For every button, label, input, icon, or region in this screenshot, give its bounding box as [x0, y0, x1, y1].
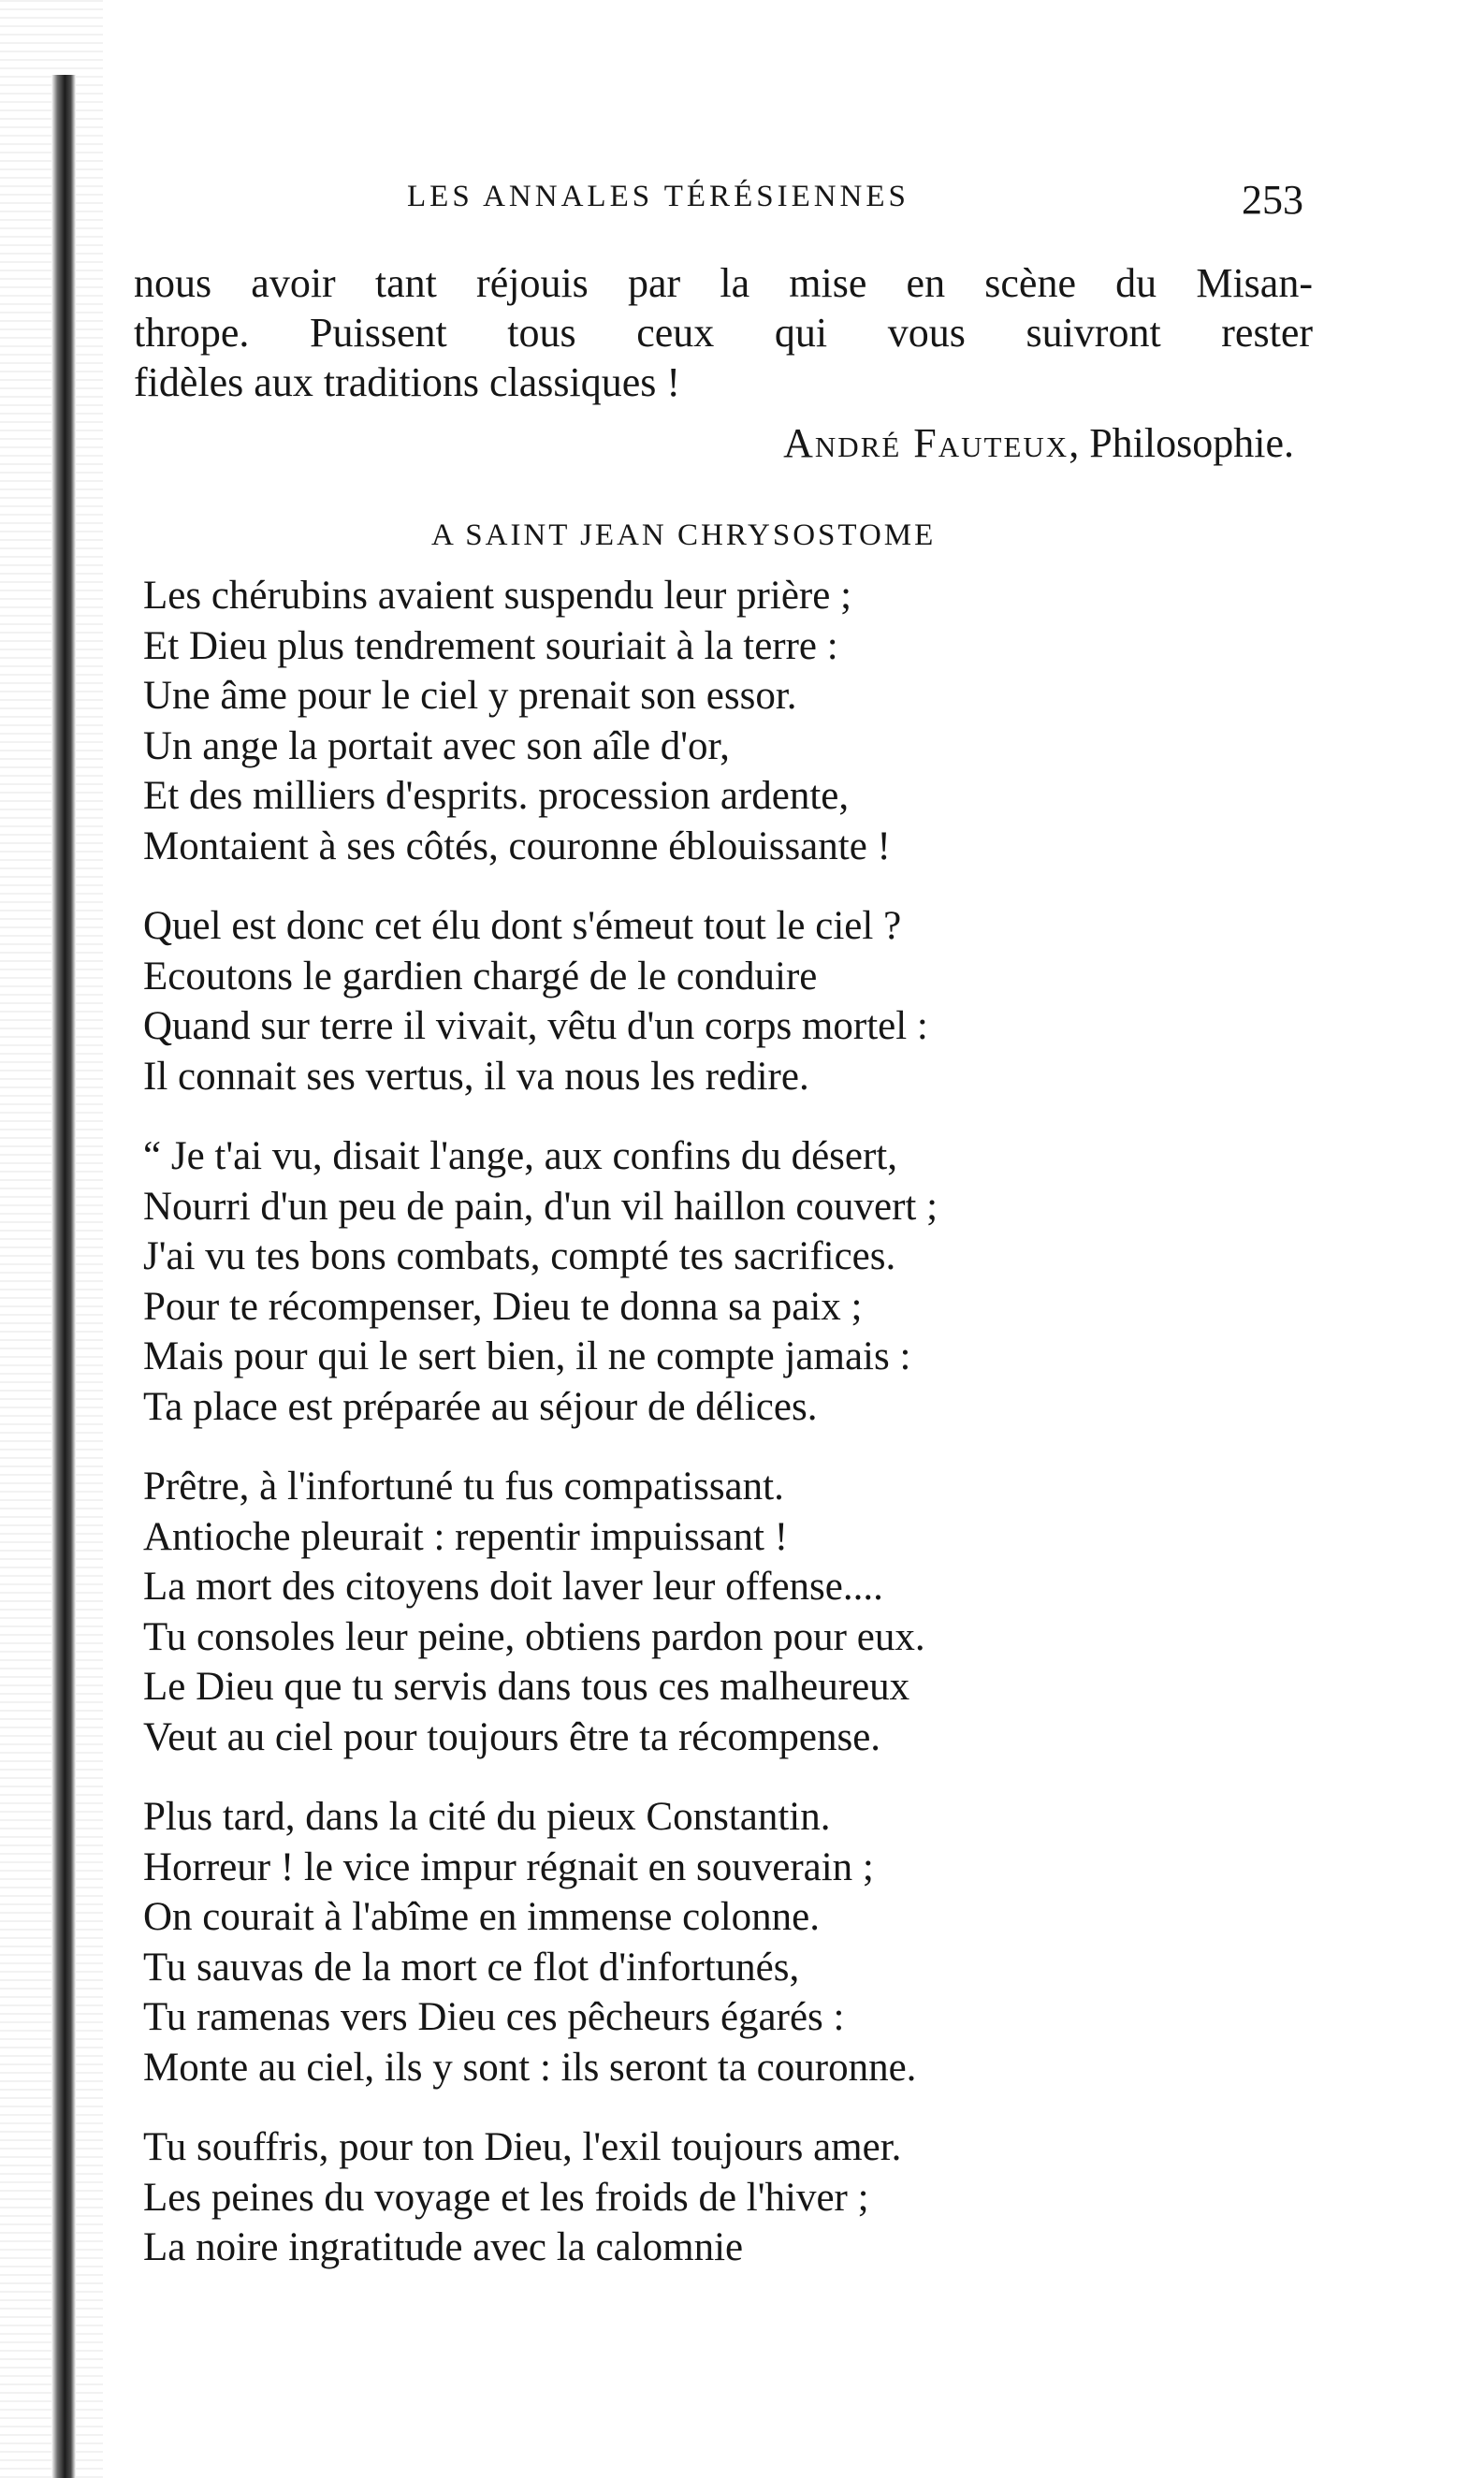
verse-line: Nourri d'un peu de pain, d'un vil haillon couvert ; [143, 1184, 938, 1229]
verse-line: Horreur ! le vice impur régnait en souverain ; [143, 1844, 874, 1889]
verse-line: Ta place est préparée au séjour de délices. [143, 1384, 818, 1429]
verse-line: On courait à l'abîme en immense colonne. [143, 1895, 820, 1939]
poem [143, 571, 1313, 2303]
running-title: LES ANNALES TÉRÉSIENNES [407, 180, 909, 213]
prose-line: nous avoir tant réjouis par la mise en scène du Misan- [134, 260, 1313, 306]
verse-line: J'ai vu tes bons combats, compté tes sacrifices. [143, 1234, 896, 1278]
verse-line: Quel est donc cet élu dont s'émeut tout le ciel ? [143, 904, 902, 948]
verse-line: Tu souffris, pour ton Dieu, l'exil toujours amer. [143, 2125, 902, 2169]
prose-paragraph [134, 258, 1313, 407]
verse-line: Mais pour qui le sert bien, il ne compte jamais : [143, 1334, 911, 1378]
verse-line: Antioche pleurait : repentir impuissant ! [143, 1514, 789, 1559]
book-page [134, 0, 1322, 2478]
poem-stanza [143, 1792, 1313, 2092]
poem-stanza [143, 901, 1313, 1101]
prose-line: thrope. Puissent tous ceux qui vous suivront rester [134, 310, 1313, 356]
poem-stanza [143, 1462, 1313, 1762]
verse-line: Veut au ciel pour toujours être ta récompense. [143, 1714, 881, 1759]
poem-stanza [143, 1131, 1313, 1432]
book-spine-gutter [51, 75, 76, 2478]
verse-line: “ Je t'ai vu, disait l'ange, aux confins du désert, [143, 1134, 897, 1178]
verse-line: Plus tard, dans la cité du pieux Constantin. [143, 1795, 831, 1839]
poem-stanza [143, 571, 1313, 871]
verse-line: Les peines du voyage et les froids de l'hiver ; [143, 2175, 869, 2220]
verse-line: Tu ramenas vers Dieu ces pêcheurs égarés : [143, 1995, 845, 2039]
page-number: 253 [1242, 177, 1303, 223]
poem-title: A SAINT JEAN CHRYSOSTOME [431, 518, 937, 552]
verse-line: Tu sauvas de la mort ce flot d'infortunés, [143, 1945, 800, 1990]
verse-line: Tu consoles leur peine, obtiens pardon pour eux. [143, 1614, 925, 1659]
verse-line: Une âme pour le ciel y prenait son essor. [143, 674, 797, 718]
poem-stanza [143, 2122, 1313, 2273]
author-signature [783, 419, 1294, 467]
verse-line: Quand sur terre il vivait, vêtu d'un corps mortel : [143, 1004, 928, 1048]
prose-line: fidèles aux traditions classiques ! [134, 359, 681, 405]
verse-line: Il connait ses vertus, il va nous les redire. [143, 1054, 809, 1099]
verse-line: Montaient à ses côtés, couronne éblouissante ! [143, 824, 891, 868]
verse-line: Prêtre, à l'infortuné tu fus compatissant. [143, 1465, 784, 1509]
verse-line: Les chérubins avaient suspendu leur prière ; [143, 574, 852, 618]
verse-line: Le Dieu que tu servis dans tous ces malheureux [143, 1665, 910, 1709]
verse-line: Et des milliers d'esprits. procession ardente, [143, 774, 850, 818]
verse-line: La noire ingratitude avec la calomnie [143, 2225, 744, 2269]
verse-line: Monte au ciel, ils y sont : ils seront ta couronne. [143, 2045, 917, 2090]
verse-line: Pour te récompenser, Dieu te donna sa paix ; [143, 1284, 863, 1329]
verse-line: Ecoutons le gardien chargé de le conduire [143, 954, 818, 998]
running-header [134, 176, 1313, 223]
verse-line: La mort des citoyens doit laver leur offense.... [143, 1565, 883, 1609]
verse-line: Un ange la portait avec son aîle d'or, [143, 723, 730, 768]
author-name: André Fauteux [783, 420, 1069, 466]
author-affiliation: , Philosophie. [1069, 420, 1294, 466]
verse-line: Et Dieu plus tendrement souriait à la terre : [143, 623, 838, 668]
